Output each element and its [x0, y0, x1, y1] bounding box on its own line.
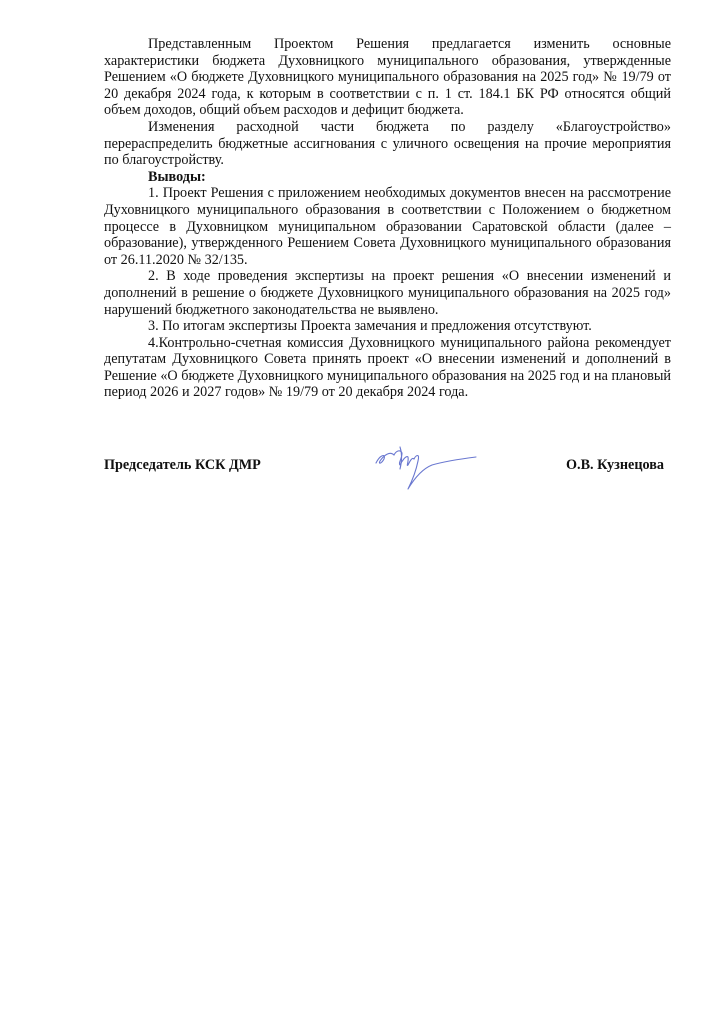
signatory-title: Председатель КСК ДМР — [104, 457, 261, 473]
paragraph-budget-changes: Представленным Проектом Решения предлагается изменить основные характеристики бюджета Духовницкого муниципального образования, утвержденные Решением «О бюджете Духовницкого муниципального образования на 2025 год» № 19/79 от 20 декабря 2024 года, к которым в соответствии с п. 1 ст. 184.1 БК РФ относятся общий объем доходов, общий объем расходов и дефицит бюджета. — [104, 36, 671, 119]
conclusion-item-4: 4.Контрольно-счетная комиссия Духовницкого муниципального района рекомендует депутатам Духовницкого Совета принять проект «О внесении изменений и дополнений в Решение «О бюджете Духовницкого муниципального образования на 2025 год и на плановый период 2026 и 2027 годов» № 19/79 от 20 декабря 2024 года. — [104, 334, 671, 401]
conclusion-item-2: 2. В ходе проведения экспертизы на проект решения «О внесении изменений и дополнений в решение о бюджете Духовницкого муниципального образования на 2025 год» нарушений бюджетного законодательства не выявлено. — [104, 268, 671, 318]
signatory-name: О.В. Кузнецова — [565, 457, 664, 473]
handwritten-signature-icon — [372, 443, 482, 495]
document-body — [104, 36, 671, 401]
paragraph-expenditure-changes: Изменения расходной части бюджета по разделу «Благоустройство» перераспределить бюджетные ассигнования с уличного освещения на прочие мероприятия по благоустройству. — [104, 118, 671, 169]
signature-block — [104, 451, 664, 501]
conclusions-heading: Выводы: — [148, 168, 206, 185]
conclusion-item-3: 3. По итогам экспертизы Проекта замечания и предложения отсутствуют. — [148, 318, 592, 335]
conclusion-item-1: 1. Проект Решения с приложением необходимых документов внесен на рассмотрение Духовницкого муниципального образования в соответствии с Положением о бюджетном процессе в Духовницком муниципальном образовании Саратовской области (далее – образование), утвержденного Решением Совета Духовницкого муниципального образования от 26.11.2020 № 32/135. — [104, 185, 671, 268]
